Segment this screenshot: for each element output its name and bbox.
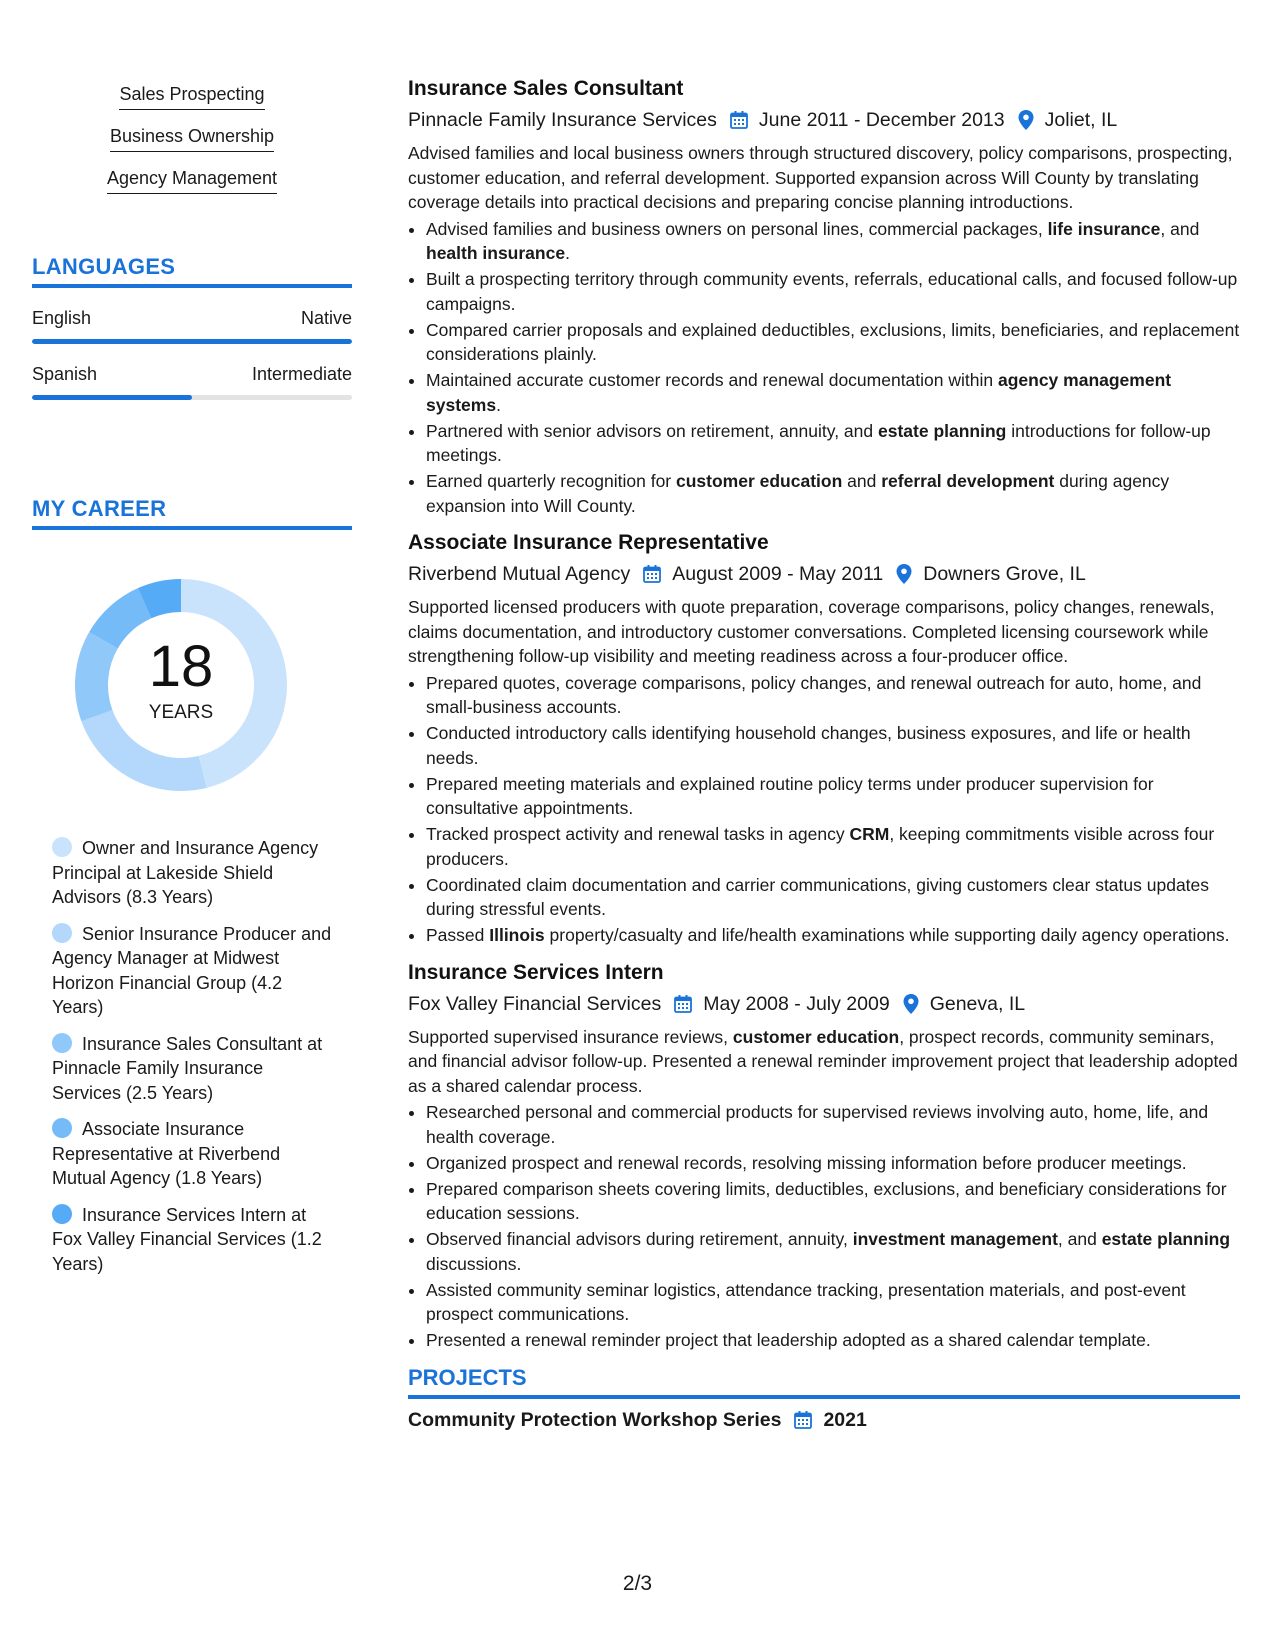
- language-item: [32, 364, 352, 400]
- job-bullet-segment: Advised families and business owners on personal lines, commercial packages,: [426, 218, 1048, 239]
- job-bullet: [426, 419, 1240, 468]
- location-pin-icon: [902, 993, 920, 1015]
- language-proficiency-fill: [32, 339, 352, 344]
- job-bullet-segment: CRM: [849, 824, 890, 844]
- job-bullet-segment: estate planning: [878, 420, 1007, 441]
- career-legend-item: [52, 1203, 332, 1277]
- experience-list: [408, 76, 1240, 1353]
- job-description: [408, 1025, 1240, 1099]
- job-dates: June 2011 - December 2013: [758, 109, 1005, 131]
- job-bullet-segment: Tracked prospect activity and renewal tasks in agency: [426, 824, 850, 844]
- career-legend-item: [52, 836, 332, 910]
- job-bullet-segment: health insurance: [426, 243, 566, 263]
- skill-label: Agency Management: [107, 168, 277, 194]
- job-bullet-segment: Coordinated claim documentation and carrier communications, giving customers clear status updates during stressful events.: [426, 874, 1210, 919]
- project-item: [408, 1409, 1240, 1432]
- job-bullet-segment: Conducted introductory calls identifying household changes, business exposures, and life or health needs.: [426, 723, 1191, 768]
- job-bullet-segment: , and: [1057, 1229, 1102, 1249]
- job-bullet: [426, 671, 1240, 720]
- company-name: Fox Valley Financial Services: [408, 992, 662, 1015]
- job-location: Joliet, IL: [1044, 109, 1118, 131]
- language-level: Intermediate: [251, 364, 352, 384]
- career-section: [32, 496, 352, 1288]
- legend-dot-icon: [52, 1033, 72, 1053]
- job-title: Insurance Sales Consultant: [408, 77, 684, 100]
- page-number: 2/3: [622, 1572, 653, 1595]
- career-legend: [52, 836, 332, 1276]
- language-name: English: [32, 308, 92, 328]
- career-legend-item: [52, 1032, 332, 1106]
- legend-dot-icon: [52, 1204, 72, 1224]
- job-bullet-segment: .: [496, 394, 501, 415]
- legend-dot-icon: [52, 837, 72, 857]
- languages-section: [32, 254, 352, 400]
- job-description: Supported licensed producers with quote preparation, coverage comparisons, policy changes, renewals, claims documentation, and introductory customer conversations. Completed licensing coursework while strengthening follow-up visibility and meeting readiness across a four-producer office.: [408, 597, 1215, 666]
- skill-item: [32, 168, 352, 194]
- main-content: [408, 0, 1240, 1432]
- job-bullet-segment: customer education: [676, 471, 843, 491]
- legend-dot-icon: [52, 1118, 72, 1138]
- job-description-segment: customer education: [732, 1026, 900, 1047]
- job-bullet: [426, 1328, 1240, 1353]
- project-year: 2021: [823, 1408, 867, 1431]
- job-bullets: [408, 1100, 1240, 1353]
- job-bullet-segment: Presented a renewal reminder project that leadership adopted as a shared calendar template.: [426, 1330, 1151, 1350]
- job-dates: May 2008 - July 2009: [703, 992, 890, 1015]
- language-proficiency-bar: [32, 395, 352, 400]
- legend-dot-icon: [52, 923, 72, 943]
- job-bullet: [426, 1100, 1240, 1149]
- job-title: Insurance Services Intern: [408, 960, 664, 984]
- calendar-icon: [793, 1410, 813, 1430]
- calendar-icon: [729, 110, 749, 130]
- job-bullet-segment: during agency expansion into Will County.: [426, 471, 1170, 516]
- career-legend-item: [52, 922, 332, 1020]
- job-bullet: [426, 1177, 1240, 1226]
- job-bullet-segment: , keeping commitments visible across four producers.: [426, 824, 1215, 869]
- job-description: Advised families and local business owners through structured discovery, policy comparisons, prospecting, customer education, and referral development. Supported expansion across Will County by translating coverage details into practical decisions and preparing concise planning introductions.: [408, 143, 1233, 212]
- job-bullet: [426, 318, 1240, 367]
- job-bullet-segment: Assisted community seminar logistics, attendance tracking, presentation materials, and post-event prospect communications.: [426, 1279, 1186, 1324]
- job-bullet-segment: Passed: [426, 925, 490, 945]
- career-legend-text: Senior Insurance Producer and Agency Manager at Midwest Horizon Financial Group (4.2 Years): [52, 923, 332, 1017]
- job-dates: August 2009 - May 2011: [672, 563, 884, 585]
- location-pin-icon: [895, 563, 913, 585]
- job-bullet-segment: property/casualty and life/health examinations while supporting daily agency operations.: [544, 925, 1230, 945]
- job-bullet: [426, 873, 1240, 922]
- career-donut-chart: [66, 570, 296, 800]
- job-bullet-segment: Maintained accurate customer records and renewal documentation within: [426, 370, 998, 390]
- language-proficiency-bar: [32, 339, 352, 344]
- job-bullet-segment: Prepared comparison sheets covering limits, deductibles, exclusions, and beneficiary considerations for education sessions.: [426, 1178, 1227, 1223]
- company-name: Riverbend Mutual Agency: [408, 563, 631, 585]
- language-name: Spanish: [32, 364, 98, 384]
- job-bullet-segment: Prepared quotes, coverage comparisons, policy changes, and renewal outreach for auto, home, and small-business accounts.: [426, 672, 1202, 717]
- job-bullet-segment: , and: [1160, 218, 1200, 239]
- skill-label: Sales Prospecting: [119, 84, 264, 110]
- job-bullet-segment: Researched personal and commercial products for supervised reviews involving auto, home, life, and health coverage.: [426, 1102, 1209, 1147]
- company-name: Pinnacle Family Insurance Services: [408, 109, 717, 131]
- skill-item: [32, 126, 352, 152]
- job-bullet-segment: Earned quarterly recognition for: [426, 471, 676, 491]
- experience-item: [408, 960, 1240, 1353]
- calendar-icon: [673, 994, 693, 1014]
- job-bullet-segment: estate planning: [1101, 1229, 1231, 1249]
- job-bullet-segment: and: [842, 471, 882, 491]
- job-meta: [408, 561, 1240, 587]
- skill-label: Business Ownership: [110, 126, 274, 152]
- job-bullet-segment: introductions for follow-up meetings.: [426, 420, 1211, 465]
- career-legend-text: Associate Insurance Representative at Riverbend Mutual Agency (1.8 Years): [52, 1119, 281, 1188]
- job-bullet: [426, 1227, 1240, 1276]
- job-bullet-segment: .: [565, 243, 570, 263]
- job-bullet-segment: agency management systems: [426, 370, 1172, 415]
- job-bullet-segment: Observed financial advisors during retirement, annuity,: [426, 1229, 853, 1249]
- projects-heading: PROJECTS: [408, 1365, 1240, 1399]
- job-bullet-segment: Prepared meeting materials and explained routine policy terms under producer supervision for consultative appointments.: [426, 773, 1154, 818]
- job-meta: [408, 107, 1240, 133]
- experience-item: [408, 76, 1240, 518]
- career-donut-center: [66, 570, 296, 800]
- career-legend-text: Insurance Sales Consultant at Pinnacle Family Insurance Services (2.5 Years): [52, 1033, 323, 1103]
- job-bullet-segment: Illinois: [489, 925, 545, 945]
- career-total-years: 18: [148, 634, 214, 699]
- job-bullet: [426, 217, 1240, 266]
- experience-item: [408, 530, 1240, 948]
- job-bullet: [426, 822, 1240, 871]
- job-bullet: [426, 1278, 1240, 1327]
- project-name: Community Protection Workshop Series: [408, 1408, 782, 1431]
- languages-heading: LANGUAGES: [32, 254, 352, 288]
- job-bullet-segment: life insurance: [1047, 218, 1161, 239]
- job-bullet: [426, 368, 1240, 417]
- job-bullets: [408, 671, 1240, 948]
- location-pin-icon: [1017, 109, 1035, 131]
- job-bullet-segment: investment management: [852, 1229, 1058, 1249]
- job-bullet: [426, 772, 1240, 821]
- job-bullet-segment: Organized prospect and renewal records, resolving missing information before producer meetings.: [426, 1152, 1187, 1173]
- calendar-icon: [642, 564, 662, 584]
- job-bullet-segment: referral development: [881, 471, 1055, 491]
- job-bullets: [408, 217, 1240, 519]
- job-location: Geneva, IL: [929, 992, 1026, 1015]
- job-bullet-segment: Built a prospecting territory through community events, referrals, educational calls, and focused follow-up campaigns.: [426, 269, 1238, 314]
- job-bullet: [426, 923, 1240, 948]
- language-item: [32, 308, 352, 344]
- career-legend-item: [52, 1117, 332, 1191]
- job-bullet-segment: Compared carrier proposals and explained deductibles, exclusions, limits, beneficiaries, and replacement considerations plainly.: [426, 319, 1240, 364]
- career-legend-text: Owner and Insurance Agency Principal at Lakeside Shield Advisors (8.3 Years): [52, 838, 319, 907]
- job-location: Downers Grove, IL: [923, 563, 1086, 585]
- job-description-segment: , prospect records, community seminars, and financial advisor follow-up. Presented a renewal reminder improvement project that leadership adopted as a shared calendar process.: [408, 1026, 1238, 1096]
- career-legend-text: Insurance Services Intern at Fox Valley Financial Services (1.2 Years): [52, 1204, 322, 1274]
- job-description-segment: Supported supervised insurance reviews,: [408, 1026, 733, 1047]
- job-bullet: [426, 721, 1240, 770]
- skill-item: [32, 84, 352, 110]
- job-bullet: [426, 267, 1240, 316]
- career-heading: MY CAREER: [32, 496, 352, 530]
- job-bullet: [426, 1151, 1240, 1176]
- career-total-unit: YEARS: [148, 702, 214, 723]
- job-bullet-segment: Partnered with senior advisors on retirement, annuity, and: [426, 420, 878, 441]
- language-proficiency-fill: [32, 395, 192, 400]
- job-title: Associate Insurance Representative: [408, 531, 769, 554]
- job-bullet-segment: discussions.: [426, 1253, 522, 1274]
- skills-list: [32, 84, 352, 210]
- language-level: Native: [300, 308, 352, 328]
- job-meta: [408, 991, 1240, 1017]
- job-bullet: [426, 469, 1240, 518]
